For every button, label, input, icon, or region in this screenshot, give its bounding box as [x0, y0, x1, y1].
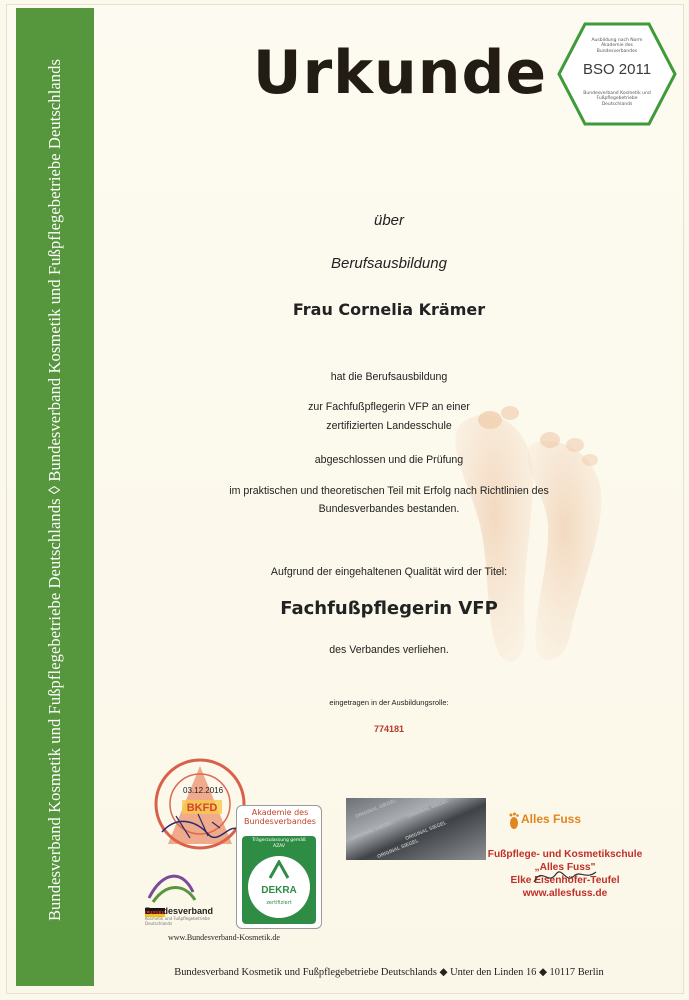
body-line-7: Aufgrund der eingehaltenen Qualität wird der Titel: — [270, 566, 508, 578]
bundesverband-logo-subtext: Kosmetik und Fußpflegebetriebe Deutschlands — [145, 916, 210, 926]
hologram-word: ORIGINAL SIEGEL — [376, 837, 420, 860]
school-website: www.allesfuss.de — [522, 888, 608, 899]
awarded-title: Fachfußpflegerin VFP — [280, 598, 498, 619]
seal-center-text: BKFD — [186, 802, 218, 814]
footer-address: Bundesverband Kosmetik und Fußpflegebetriebe Deutschlands ◆ Unter den Linden 16 ◆ 10117 Berlin — [174, 967, 604, 978]
body-line-6: Bundesverbandes bestanden. — [318, 503, 460, 515]
hologram-word: ORIGINAL SIEGEL — [406, 798, 450, 821]
dekra-sub: zertifiziert — [266, 900, 292, 906]
body-line-1: hat die Berufsausbildung — [330, 371, 448, 383]
ueber-text: über — [373, 212, 405, 229]
page-title: Urkunde — [252, 38, 548, 108]
school-owner: Elke Eisenhöfer-Teufel — [510, 875, 620, 886]
bundesverband-logo-text: Bundesverband — [145, 906, 214, 916]
recipient-name: Frau Cornelia Krämer — [292, 300, 486, 319]
body-line-2: zur Fachfußpflegerin VFP an einer — [308, 401, 470, 413]
alles-fuss-logo: Alles Fuss — [521, 812, 582, 826]
bso-badge — [555, 18, 679, 130]
body-line-5: im praktischen und theoretischen Teil mit Erfolg nach Richtlinien des — [229, 485, 549, 497]
bso-badge-top-text: Ausbildung nach Norm Akademie des Bundesverbandes — [591, 38, 643, 54]
school-quote: „Alles Fuss" — [534, 862, 596, 873]
stamp-date: 03.12.2016 — [183, 786, 224, 795]
hologram-seal — [346, 798, 486, 860]
footprint-icon — [507, 812, 521, 830]
body-line-8: des Verbandes verliehen. — [329, 644, 449, 656]
hologram-word: ORIGINAL SIEGEL — [350, 819, 394, 843]
bso-badge-bottom-text: Bundesverband Kosmetik und Fußpflegebetriebe Deutschlands — [583, 91, 651, 107]
bundesverband-website: www.Bundesverband-Kosmetik.de — [168, 933, 280, 942]
akademie-label: Akademie des Bundesverbandes — [244, 808, 316, 826]
body-line-3: zertifizierten Landesschule — [326, 420, 452, 432]
hologram-word: ORIGINAL SIEGEL — [354, 798, 398, 821]
azav-label: Trägerzulassung gemäß AZAV — [252, 838, 306, 849]
dekra-text: DEKRA — [261, 885, 297, 896]
dekra-triangle-icon — [268, 860, 290, 880]
school-signature — [530, 860, 600, 890]
body-line-4: abgeschlossen und die Prüfung — [314, 454, 464, 466]
hologram-word: ORIGINAL SIEGEL — [404, 819, 448, 843]
register-number: 774181 — [373, 724, 405, 734]
bso-badge-main-text: BSO 2011 — [582, 61, 652, 78]
sidebar-band-text: Bundesverband Kosmetik und Fußpflegebetriebe Deutschlands ◊ Bundesverband Kosmetik und Fußpflegebetriebe Deutschlands — [45, 58, 64, 922]
school-name: Fußpflege- und Kosmetikschule — [487, 849, 643, 860]
certificate-type: Berufsausbildung — [331, 255, 447, 272]
register-label: eingetragen in der Ausbildungsrolle: — [329, 698, 449, 707]
